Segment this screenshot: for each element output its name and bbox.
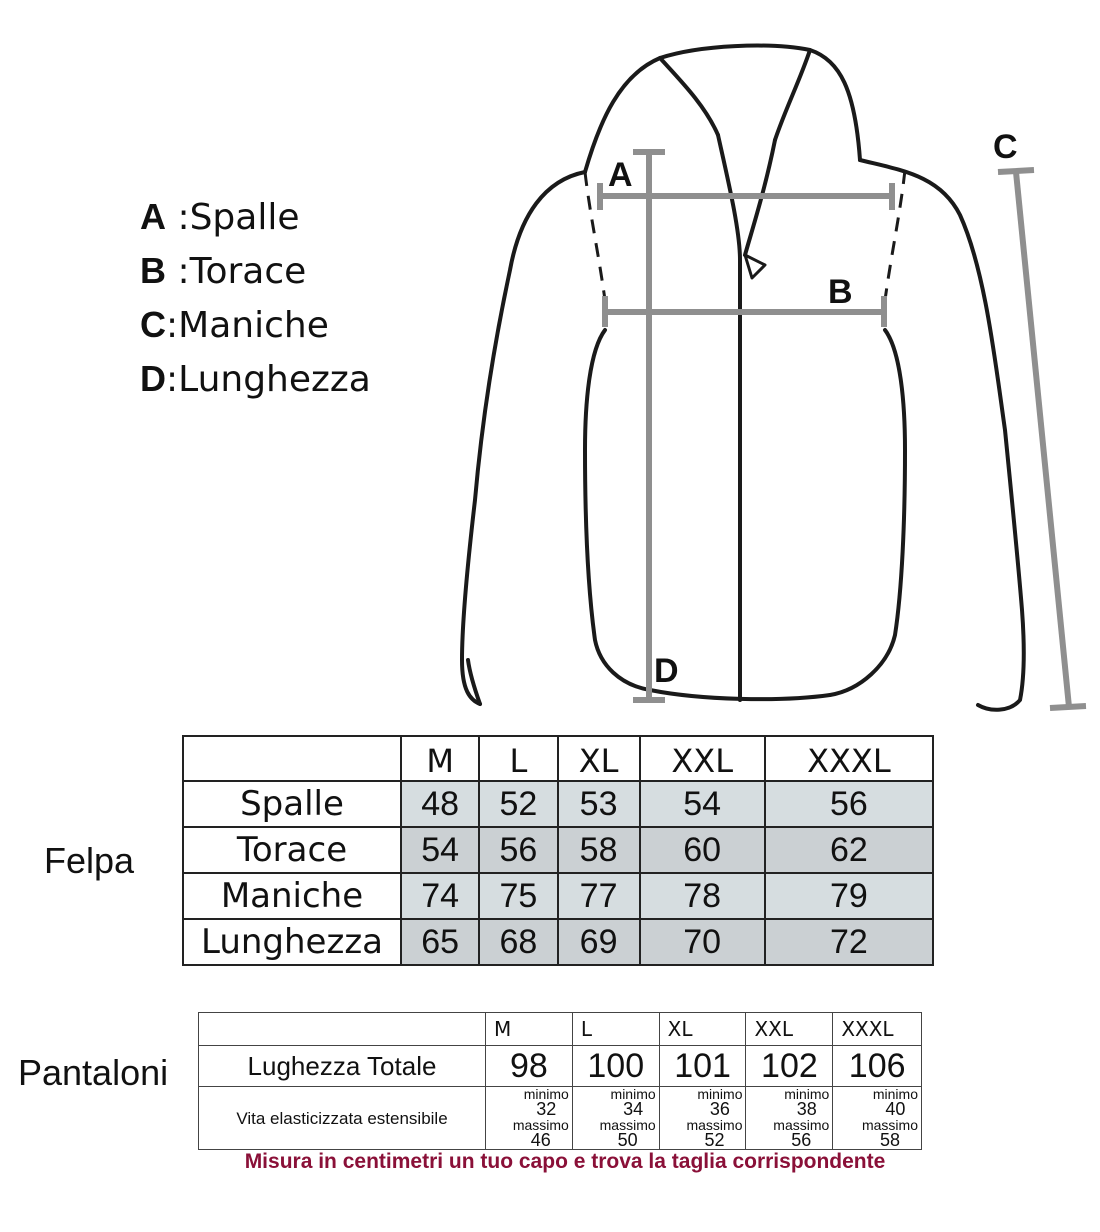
- measurement-legend: [140, 190, 371, 406]
- table-row: [183, 919, 933, 965]
- row-label: Spalle: [183, 781, 401, 827]
- min-label: minimo: [610, 1086, 656, 1102]
- min-value: 40: [885, 1099, 906, 1119]
- row-label: Maniche: [183, 873, 401, 919]
- legend-key: C: [140, 304, 166, 345]
- min-label: minimo: [697, 1086, 743, 1102]
- legend-label: Torace: [189, 251, 307, 292]
- table-cell: 102: [746, 1046, 833, 1087]
- legend-item-d: [140, 352, 371, 406]
- table-cell: 68: [479, 919, 557, 965]
- size-header: XL: [558, 736, 640, 781]
- felpa-size-table: [182, 735, 934, 966]
- min-value: 38: [796, 1099, 817, 1119]
- legend-label: Spalle: [189, 197, 300, 238]
- size-header: XL: [659, 1013, 746, 1046]
- size-header: XXXL: [833, 1013, 922, 1046]
- max-value: 58: [879, 1130, 900, 1150]
- marker-a: A: [608, 156, 633, 194]
- jacket-left-outline: [462, 172, 585, 704]
- pantaloni-size-table: [198, 1012, 922, 1150]
- min-value: 34: [623, 1099, 644, 1119]
- size-header: XXL: [640, 736, 765, 781]
- table-cell: 65: [401, 919, 479, 965]
- max-label: massimo: [599, 1117, 656, 1133]
- table-cell: 74: [401, 873, 479, 919]
- table-cell: 53: [558, 781, 640, 827]
- min-label: minimo: [523, 1086, 569, 1102]
- table-cell: 72: [765, 919, 933, 965]
- row-label: Lughezza Totale: [199, 1046, 486, 1087]
- table-cell: [486, 1087, 573, 1150]
- table-header-row: [183, 736, 933, 781]
- legend-label: Maniche: [178, 305, 329, 346]
- table-row: [183, 873, 933, 919]
- legend-item-b: [140, 244, 371, 298]
- legend-sep: :: [166, 197, 190, 238]
- table-cell: 100: [572, 1046, 659, 1087]
- footer-note: Misura in centimetri un tuo capo e trova la taglia corrispondente: [244, 1150, 886, 1173]
- table-cell: [572, 1087, 659, 1150]
- table-cell: [833, 1087, 922, 1150]
- size-header: M: [486, 1013, 573, 1046]
- table-cell: [659, 1087, 746, 1150]
- table-cell: 70: [640, 919, 765, 965]
- table-row: [183, 781, 933, 827]
- size-header: XXXL: [765, 736, 933, 781]
- max-value: 56: [791, 1130, 812, 1150]
- table-cell: [746, 1087, 833, 1150]
- legend-sep: :: [166, 251, 190, 292]
- table-row: [199, 1087, 922, 1150]
- table-cell: 101: [659, 1046, 746, 1087]
- table-row: [183, 827, 933, 873]
- table-corner-cell: [199, 1013, 486, 1046]
- row-label: Lunghezza: [183, 919, 401, 965]
- table-row: [199, 1046, 922, 1087]
- size-header: L: [479, 736, 557, 781]
- min-value: 36: [709, 1099, 730, 1119]
- felpa-title: Felpa: [44, 840, 135, 881]
- table-cell: 77: [558, 873, 640, 919]
- table-cell: 52: [479, 781, 557, 827]
- jacket-right-outline: [860, 160, 1024, 710]
- marker-b: B: [828, 273, 853, 311]
- min-label: minimo: [784, 1086, 830, 1102]
- zipper-line: [718, 135, 740, 700]
- max-label: massimo: [686, 1117, 743, 1133]
- table-corner-cell: [183, 736, 401, 781]
- max-label: massimo: [861, 1117, 918, 1133]
- table-cell: 69: [558, 919, 640, 965]
- legend-key: A: [140, 196, 166, 237]
- table-cell: 79: [765, 873, 933, 919]
- min-label: minimo: [872, 1086, 918, 1102]
- table-cell: 106: [833, 1046, 922, 1087]
- marker-d: D: [654, 652, 679, 690]
- table-cell: 62: [765, 827, 933, 873]
- max-value: 46: [530, 1130, 551, 1150]
- legend-item-c: [140, 298, 371, 352]
- max-value: 52: [704, 1130, 725, 1150]
- marker-c: C: [993, 128, 1018, 166]
- table-cell: 78: [640, 873, 765, 919]
- table-cell: 60: [640, 827, 765, 873]
- table-cell: 56: [765, 781, 933, 827]
- pantaloni-title: Pantaloni: [18, 1052, 169, 1093]
- table-cell: 54: [640, 781, 765, 827]
- legend-sep: :: [166, 359, 179, 400]
- legend-sep: :: [166, 305, 179, 346]
- size-header: XXL: [746, 1013, 833, 1046]
- max-label: massimo: [512, 1117, 569, 1133]
- legend-label: Lunghezza: [178, 359, 371, 400]
- table-cell: 48: [401, 781, 479, 827]
- table-cell: 54: [401, 827, 479, 873]
- size-header: M: [401, 736, 479, 781]
- legend-key: D: [140, 358, 166, 399]
- table-header-row: [199, 1013, 922, 1046]
- table-cell: 75: [479, 873, 557, 919]
- row-label: Torace: [183, 827, 401, 873]
- min-value: 32: [536, 1099, 557, 1119]
- table-cell: 98: [486, 1046, 573, 1087]
- legend-item-a: [140, 190, 371, 244]
- max-label: massimo: [773, 1117, 830, 1133]
- size-header: L: [572, 1013, 659, 1046]
- table-cell: 56: [479, 827, 557, 873]
- legend-key: B: [140, 250, 166, 291]
- max-value: 50: [617, 1130, 638, 1150]
- table-cell: 58: [558, 827, 640, 873]
- row-label: Vita elasticizzata estensibile: [199, 1087, 486, 1150]
